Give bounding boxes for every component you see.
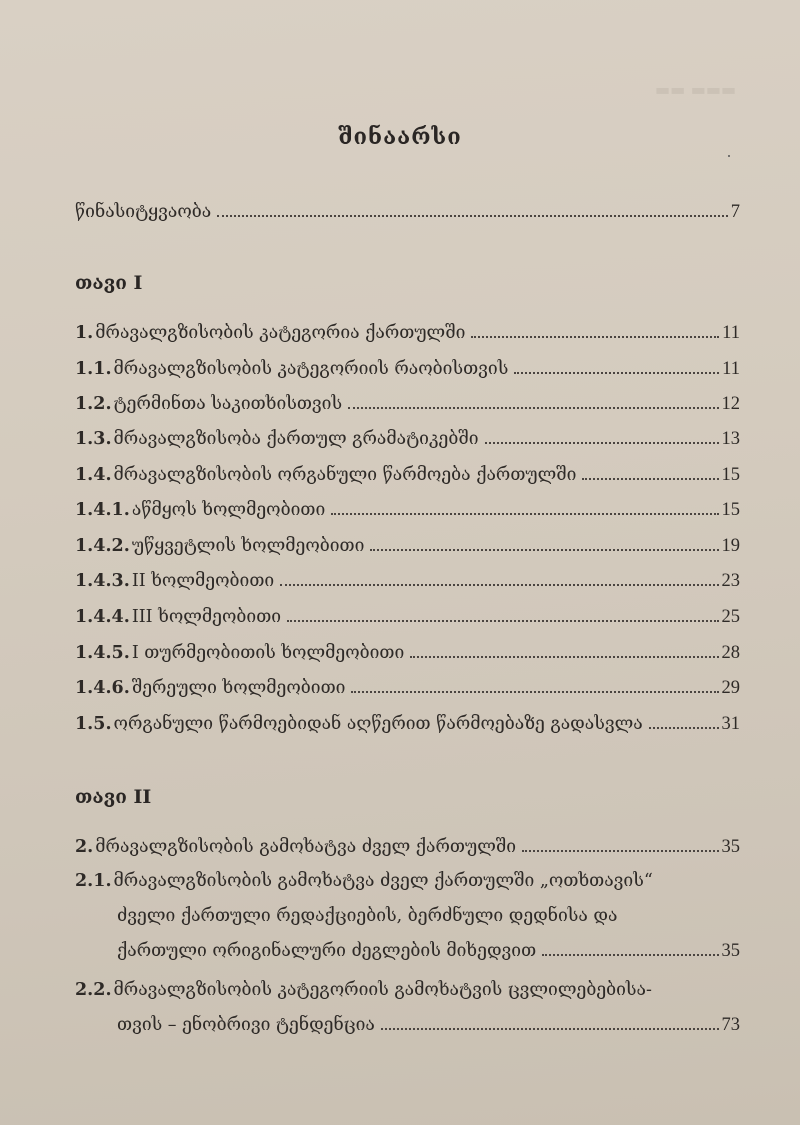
section-number: 2.1. bbox=[75, 871, 112, 891]
section-number: 1.5. bbox=[75, 714, 112, 734]
chapter-heading: თავი II bbox=[75, 786, 152, 808]
page-number: 35 bbox=[721, 837, 740, 857]
toc-entry bbox=[75, 462, 740, 489]
section-title: მრავალგზისობის კატეგორიის რაობისთვის bbox=[113, 359, 509, 379]
section-title: II ხოლმეობითი bbox=[131, 571, 275, 591]
section-title: ორგანული წარმოებიდან აღწერით წარმოებაზე გადასვლა bbox=[113, 714, 643, 734]
section-title-line: მრავალგზისობის გამოხატვა ძველ ქართულში „ოთხთავის“ bbox=[113, 871, 653, 891]
page-number: 13 bbox=[721, 429, 740, 449]
toc-entry bbox=[75, 604, 740, 631]
page-number: 35 bbox=[721, 941, 740, 961]
toc-entry bbox=[75, 497, 740, 524]
section-title: შერეული ხოლმეობითი bbox=[131, 678, 346, 698]
section-number: 1.4.2. bbox=[75, 536, 130, 556]
stray-dot-mark bbox=[728, 155, 730, 157]
section-title: მრავალგზისობის კატეგორია ქართულში bbox=[95, 323, 466, 343]
dot-leader bbox=[542, 954, 718, 956]
page-number: 28 bbox=[721, 643, 740, 663]
toc-entry bbox=[75, 356, 740, 383]
page-number: 15 bbox=[721, 465, 740, 485]
dot-leader bbox=[351, 691, 718, 693]
section-title-line: ძველი ქართული რედაქციების, ბერძნული დედნისა და bbox=[117, 906, 618, 926]
toc-entry bbox=[75, 977, 740, 1039]
dot-leader bbox=[287, 620, 718, 622]
section-number: 2. bbox=[75, 837, 94, 857]
toc-entry bbox=[75, 320, 740, 347]
section-number: 1.4.4. bbox=[75, 607, 130, 627]
toc-entry bbox=[75, 640, 740, 667]
toc-entry bbox=[75, 711, 740, 738]
dot-leader bbox=[471, 336, 719, 338]
section-number: 1.3. bbox=[75, 429, 112, 449]
page-number: 11 bbox=[722, 359, 740, 379]
toc-entry-preface bbox=[75, 199, 740, 226]
bleed-through-text: ▬▬ ▬▬▬ bbox=[655, 80, 737, 99]
toc-entry bbox=[75, 533, 740, 560]
page-number: 31 bbox=[721, 714, 740, 734]
page-number: 12 bbox=[721, 394, 740, 414]
section-title: აწმყოს ხოლმეობითი bbox=[131, 500, 326, 520]
dot-leader bbox=[381, 1028, 719, 1030]
dot-leader bbox=[582, 478, 718, 480]
page-number: 7 bbox=[730, 202, 740, 222]
toc-entry bbox=[75, 391, 740, 418]
page-number: 23 bbox=[721, 571, 740, 591]
dot-leader bbox=[348, 407, 718, 409]
toc-entry bbox=[75, 834, 740, 861]
dot-leader bbox=[280, 584, 718, 586]
page-number: 73 bbox=[721, 1015, 740, 1035]
section-title: III ხოლმეობითი bbox=[131, 607, 282, 627]
section-number: 1.4. bbox=[75, 465, 112, 485]
section-number: 1.4.6. bbox=[75, 678, 130, 698]
dot-leader bbox=[370, 549, 718, 551]
toc-entry bbox=[75, 426, 740, 453]
toc-entry bbox=[75, 568, 740, 595]
section-title: მრავალგზისობის ორგანული წარმოება ქართულში bbox=[113, 465, 577, 485]
section-number: 1. bbox=[75, 323, 94, 343]
chapter-heading: თავი I bbox=[75, 272, 143, 294]
section-number: 1.4.3. bbox=[75, 571, 130, 591]
dot-leader bbox=[522, 850, 718, 852]
dot-leader bbox=[649, 727, 719, 729]
toc-entry-label: წინასიტყვაობა bbox=[75, 202, 212, 222]
dot-leader bbox=[331, 513, 718, 515]
dot-leader bbox=[217, 215, 728, 217]
section-number: 1.4.1. bbox=[75, 500, 130, 520]
section-title: ტერმინთა საკითხისთვის bbox=[113, 394, 343, 414]
dot-leader bbox=[485, 442, 719, 444]
section-title: უწყვეტლის ხოლმეობითი bbox=[131, 536, 365, 556]
dot-leader bbox=[514, 372, 719, 374]
section-title-line: მრავალგზისობის კატეგორიის გამოხატვის ცვლილებებისა- bbox=[113, 980, 652, 1000]
section-title: I თურმეობითის ხოლმეობითი bbox=[131, 643, 405, 663]
page-number: 25 bbox=[721, 607, 740, 627]
section-number: 1.1. bbox=[75, 359, 112, 379]
toc-entry bbox=[75, 675, 740, 702]
section-title: მრავალგზისობა ქართულ გრამატიკებში bbox=[113, 429, 479, 449]
section-number: 1.4.5. bbox=[75, 643, 130, 663]
page-number: 19 bbox=[721, 536, 740, 556]
page-title: შინაარსი bbox=[338, 124, 462, 150]
section-number: 2.2. bbox=[75, 980, 112, 1000]
section-title: მრავალგზისობის გამოხატვა ძველ ქართულში bbox=[95, 837, 517, 857]
dot-leader bbox=[410, 656, 718, 658]
section-title-line: თვის – ენობრივი ტენდენცია bbox=[117, 1015, 375, 1035]
page-number: 15 bbox=[721, 500, 740, 520]
section-title-line: ქართული ორიგინალური ძეგლების მიხედვით bbox=[117, 941, 537, 961]
page-number: 29 bbox=[721, 678, 740, 698]
toc-entry bbox=[75, 868, 740, 965]
section-number: 1.2. bbox=[75, 394, 112, 414]
page-number: 11 bbox=[722, 323, 740, 343]
